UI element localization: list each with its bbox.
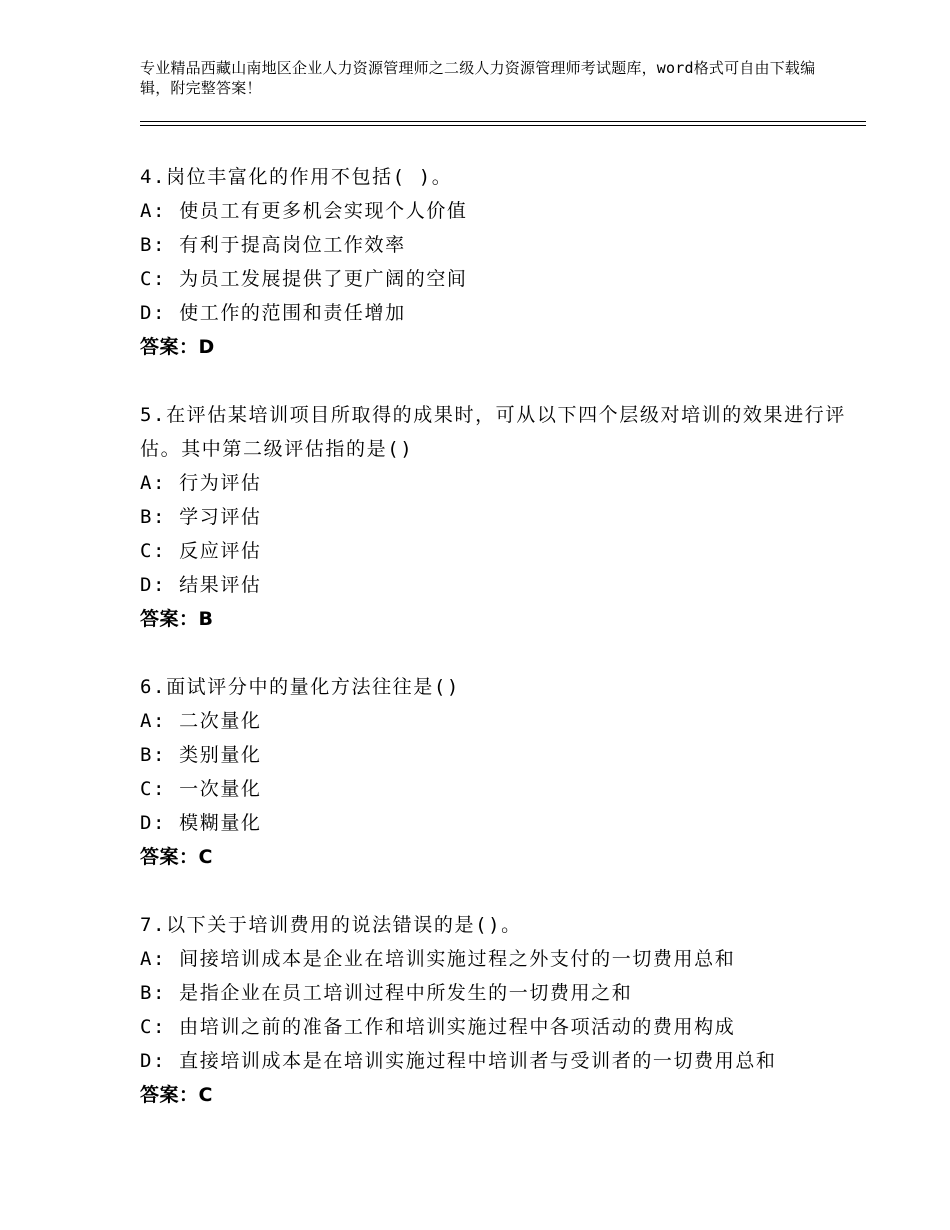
option-b: B: 学习评估 (140, 506, 262, 528)
header-rule-top (140, 121, 866, 122)
header-rule-bottom (140, 125, 866, 126)
option-c: C: 反应评估 (140, 540, 262, 562)
question-stem: 5.在评估某培训项目所取得的成果时，可从以下四个层级对培训的效果进行评估。其中第二级评估指的是() (140, 404, 846, 460)
option-b: B: 类别量化 (140, 744, 262, 766)
question-4 (140, 160, 860, 364)
question-stem: 4.岗位丰富化的作用不包括( )。 (140, 166, 453, 188)
option-d: D: 结果评估 (140, 574, 262, 596)
option-d: D: 使工作的范围和责任增加 (140, 302, 406, 324)
answer-label: 答案：B (140, 608, 214, 630)
option-c: C: 由培训之前的准备工作和培训实施过程中各项活动的费用构成 (140, 1016, 736, 1038)
option-a: A: 间接培训成本是企业在培训实施过程之外支付的一切费用总和 (140, 948, 736, 970)
option-d: D: 模糊量化 (140, 812, 262, 834)
option-a: A: 使员工有更多机会实现个人价值 (140, 200, 468, 222)
question-7 (140, 908, 860, 1112)
option-d: D: 直接培训成本是在培训实施过程中培训者与受训者的一切费用总和 (140, 1050, 777, 1072)
option-c: C: 为员工发展提供了更广阔的空间 (140, 268, 468, 290)
question-6 (140, 670, 860, 874)
answer-label: 答案：C (140, 846, 213, 868)
option-a: A: 行为评估 (140, 472, 262, 494)
document-header: 专业精品西藏山南地区企业人力资源管理师之二级人力资源管理师考试题库，word格式可自由下载编辑，附完整答案！ (140, 59, 816, 97)
option-a: A: 二次量化 (140, 710, 262, 732)
question-list (140, 160, 860, 1146)
question-stem: 6.面试评分中的量化方法往往是() (140, 676, 460, 698)
question-stem: 7.以下关于培训费用的说法错误的是()。 (140, 914, 522, 936)
option-c: C: 一次量化 (140, 778, 262, 800)
option-b: B: 是指企业在员工培训过程中所发生的一切费用之和 (140, 982, 633, 1004)
answer-label: 答案：C (140, 1084, 213, 1106)
option-b: B: 有利于提高岗位工作效率 (140, 234, 406, 256)
question-5 (140, 398, 860, 636)
answer-label: 答案：D (140, 336, 215, 358)
